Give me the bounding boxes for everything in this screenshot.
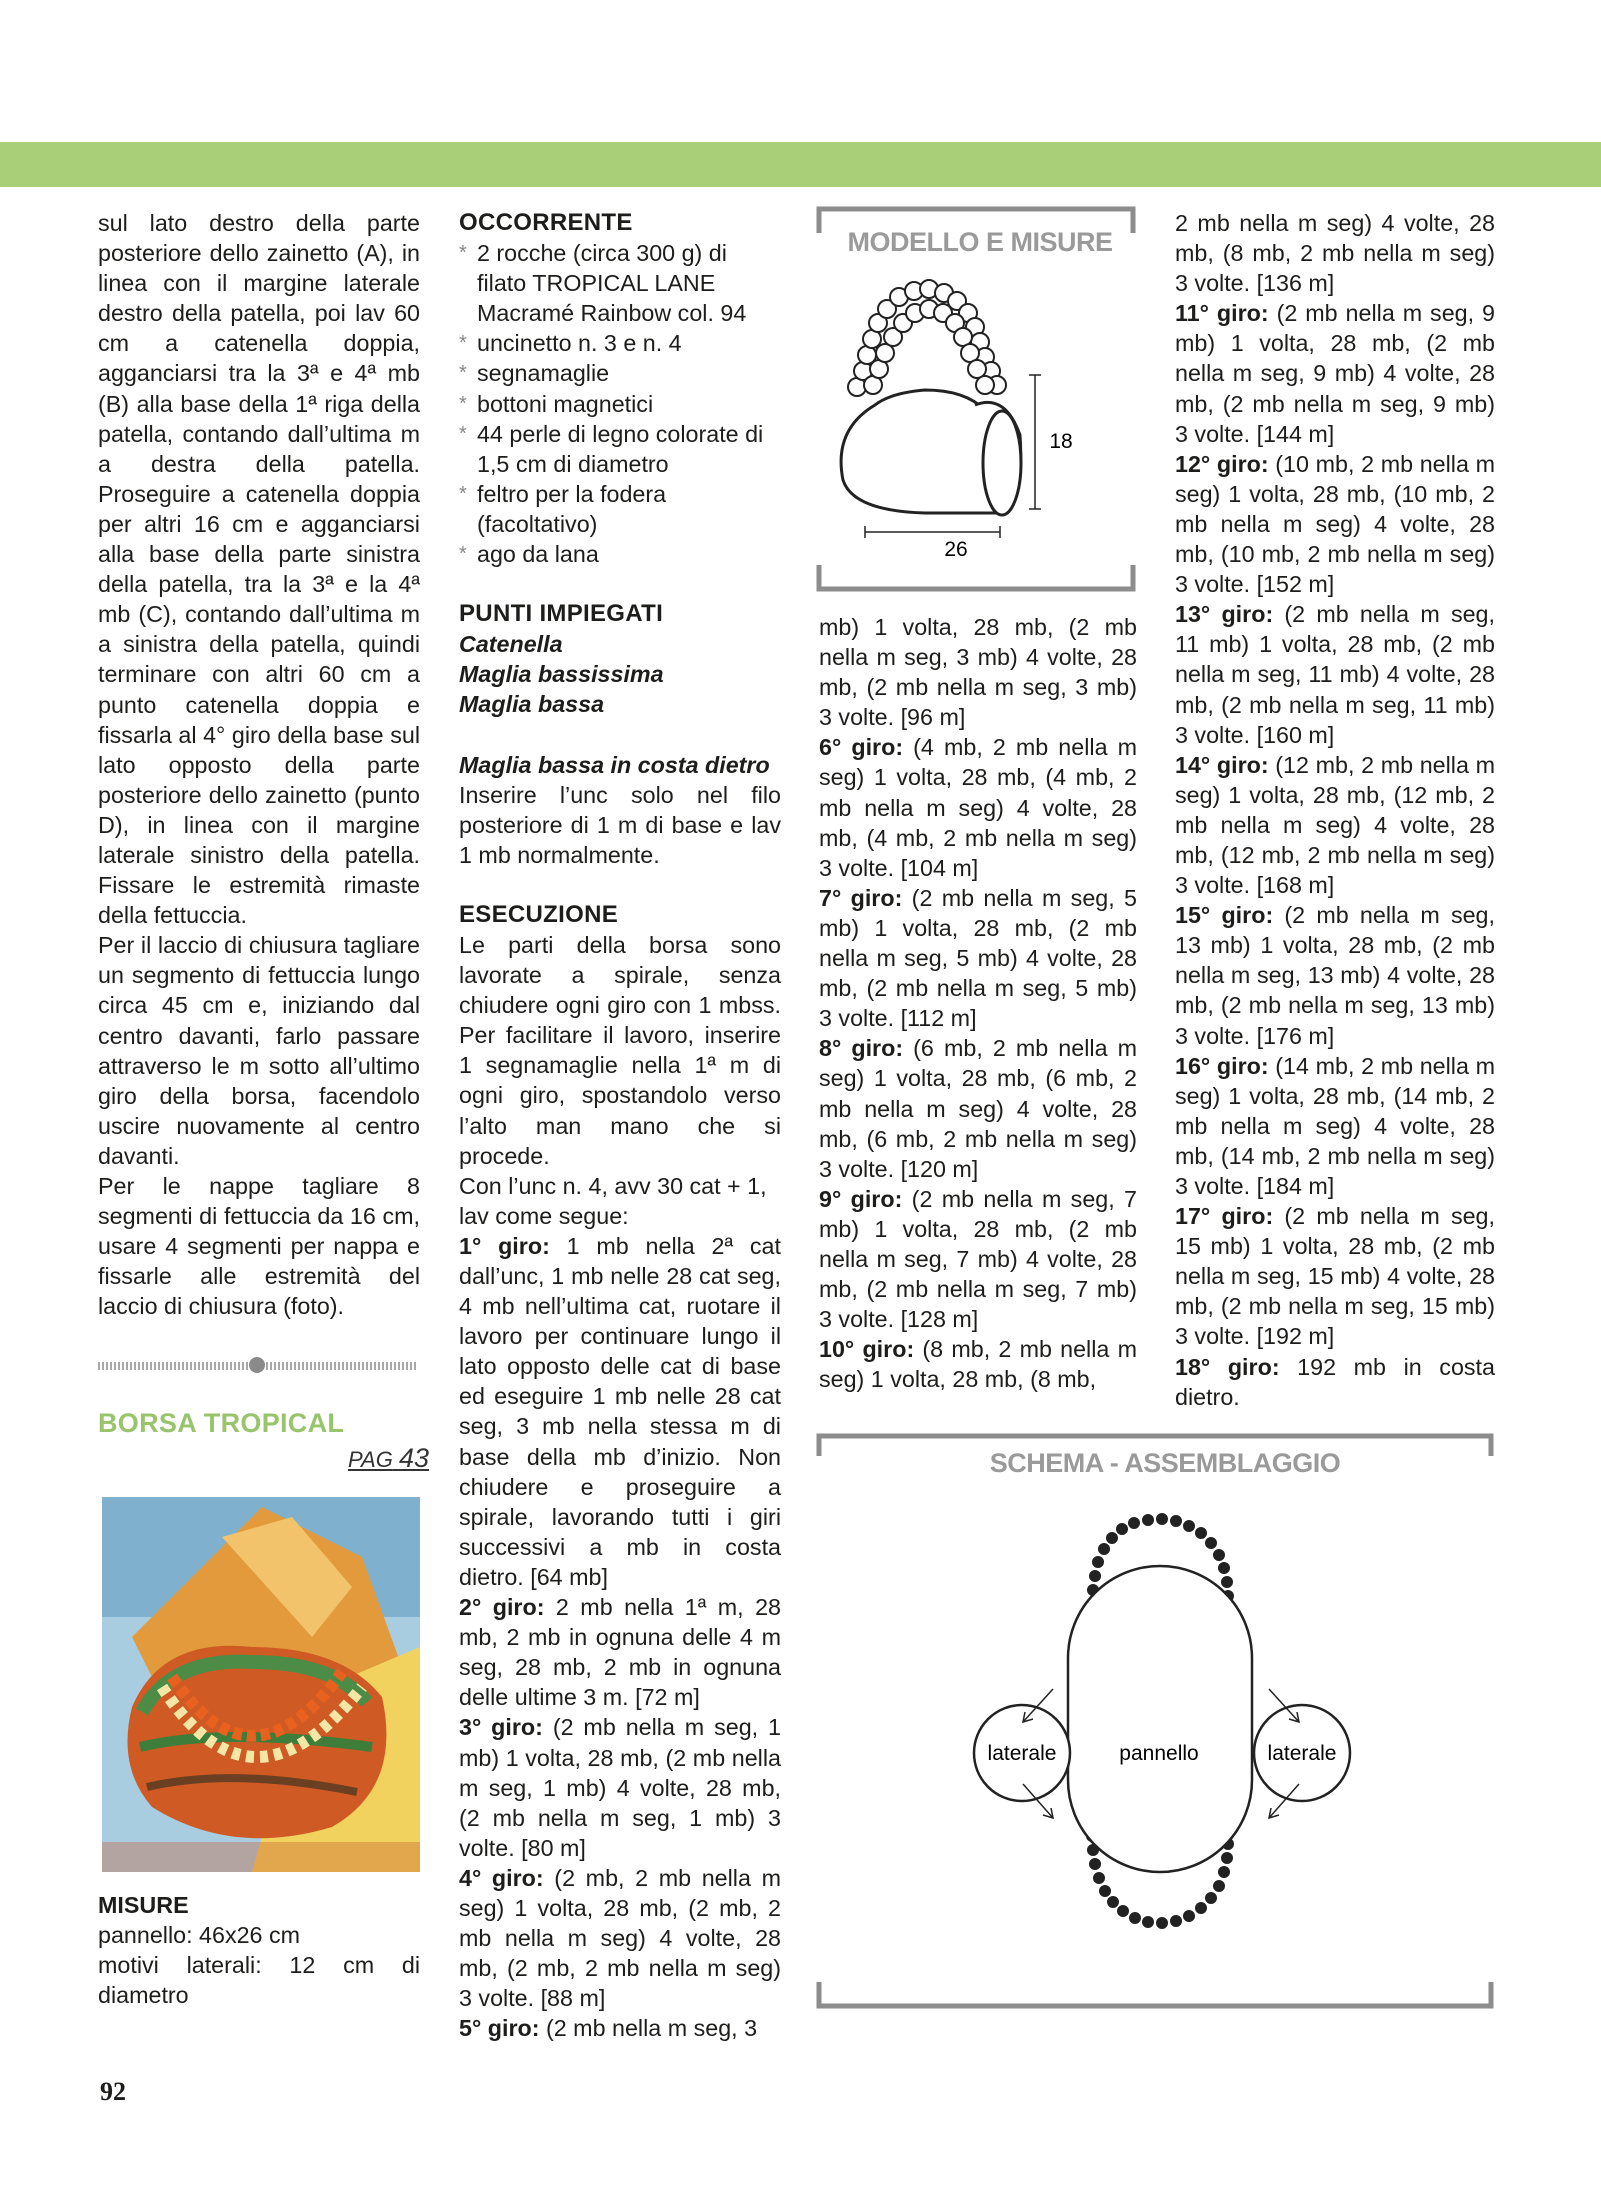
list-item: * feltro per la fodera (facoltativo) — [459, 479, 781, 539]
round-text: (14 mb, 2 mb nella m seg) 1 volta, 28 mb, (14 mb, 2 mb nella m seg) 4 volte, 28 mb, (14 mb, 2 mb nella m seg) 3 volte. [184 m] — [1175, 1052, 1495, 1199]
round-label: 5° giro: — [459, 2015, 540, 2042]
paragraph: Per le nappe tagliare 8 segmenti di fettuccia da 16 cm, usare 4 segmenti per nappa e fissarle alle estremità del laccio di chiusura (foto). — [98, 1173, 420, 1320]
stitch-name: Maglia bassa in costa dietro — [459, 751, 770, 778]
list-item: * ago da lana — [459, 539, 781, 569]
round-instruction — [1175, 298, 1495, 448]
pannello-shape — [1068, 1566, 1252, 1872]
round-label: 15° giro: — [1175, 902, 1274, 929]
round-instruction — [1175, 599, 1495, 749]
round-text: (2 mb nella m seg, 3 — [539, 2015, 758, 2042]
pannello-label: pannello — [1119, 1742, 1199, 1765]
stitch-name: Catenella — [459, 631, 563, 658]
section-divider — [98, 1357, 420, 1373]
round-label: 6° giro: — [819, 734, 904, 761]
round-instruction — [819, 883, 1137, 1033]
round-instruction — [459, 1712, 781, 1862]
round-label: 14° giro: — [1175, 751, 1269, 778]
round-text: 2 mb nella 1ª m, 28 mb, 2 mb in ognuna delle 4 m seg, 28 mb, 2 mb in ognuna delle ultime 3 m. [72 m] — [459, 1594, 781, 1711]
round-label: 12° giro: — [1175, 450, 1269, 477]
paragraph: Le parti della borsa sono lavorate a spirale, senza chiudere ogni giro con 1 mbss. Per facilitare il lavoro, inserire 1 segnamaglie nella 1ª m di ogni giro, spostandolo verso l’alto man mano che si procede. — [459, 931, 781, 1169]
laterale-right-label: laterale — [1267, 1742, 1337, 1765]
width-label: 26 — [944, 538, 968, 561]
round-instruction — [819, 1334, 1137, 1394]
misure-title: MISURE — [98, 1892, 189, 1918]
round-label: 11° giro: — [1175, 300, 1269, 327]
round-instruction — [1175, 1051, 1495, 1201]
misure-line: pannello: 46x26 cm — [98, 1922, 301, 1948]
round-instruction — [459, 1231, 781, 1592]
page-number: 92 — [100, 2077, 126, 2106]
round-label: 17° giro: — [1175, 1203, 1274, 1230]
round-instruction — [459, 1863, 781, 2013]
round-text: (2 mb, 2 mb nella m seg) 1 volta, 28 mb, (2 mb, 2 mb nella m seg) 4 volte, 28 mb, (2 mb, 2 mb nella m seg) 3 volte. [88 m] — [459, 1864, 781, 2012]
list-item: * bottoni magnetici — [459, 389, 781, 419]
paragraph: sul lato destro della parte posteriore dello zainetto (A), in linea con il margine laterale destro della patella, poi lav 60 cm a catenella doppia, agganciarsi tra la 3ª e 4ª mb (B) alla base della 1ª riga della patella, contando dall’ultima m a destra della patella. Proseguire a catenella doppia per altri 16 cm e agganciarsi alla base della parte sinistra della patella, tra la 3ª e la 4ª mb (C), contando dall’ultima m a sinistra della patella, quindi terminare con altri 60 cm a punto catenella doppia e fissarla al 4° giro della base sul lato opposto della parte posteriore dello zainetto (punto D), in linea con il margine laterale sinistro della patella. Fissare le estremità rimaste della fettuccia. — [98, 210, 420, 929]
round-instruction — [459, 1592, 781, 1712]
paragraph: Per il laccio di chiusura tagliare un segmento di fettuccia lungo circa 45 cm e, iniziando dal centro davanti, farlo passare attraverso le m sotto all’ultimo giro della borsa, facendolo uscire nuovamente al centro davanti. — [98, 932, 420, 1169]
round-label: 7° giro: — [819, 884, 903, 911]
list-item: * uncinetto n. 3 e n. 4 — [459, 328, 781, 358]
occorrente-title: OCCORRENTE — [459, 209, 633, 236]
round-instruction — [1175, 900, 1495, 1050]
round-label: 4° giro: — [459, 1864, 544, 1891]
modello-diagram — [815, 205, 1137, 593]
round-instruction — [1175, 449, 1495, 599]
round-instruction — [819, 1033, 1137, 1183]
round-instruction — [459, 2013, 781, 2043]
text-column-2 — [459, 208, 781, 2043]
round-text: (2 mb nella m seg, 1 mb) 1 volta, 28 mb, (2 mb nella m seg, 1 mb) 4 volte, 28 mb, (2 mb nella m seg, 1 mb) 3 volte. [80 m] — [459, 1714, 781, 1861]
round-label: 3° giro: — [459, 1714, 543, 1741]
bag-photo — [102, 1497, 420, 1872]
round-instruction — [819, 732, 1137, 882]
bead-handle — [848, 280, 1006, 396]
round-instruction — [1175, 1201, 1495, 1351]
paragraph: Con l’unc n. 4, avv 30 cat + 1, lav come segue: — [459, 1172, 767, 1229]
round-text: (2 mb nella m seg, 7 mb) 1 volta, 28 mb, (2 mb nella m seg, 7 mb) 4 volte, 28 mb, (2 mb nella m seg, 7 mb) 3 volte. [128 m] — [819, 1185, 1137, 1333]
misure-line: motivi laterali: 12 cm di diametro — [98, 1952, 420, 2008]
round-text: (2 mb nella m seg, 5 mb) 1 volta, 28 mb, (2 mb nella m seg, 5 mb) 4 volte, 28 mb, (2 mb nella m seg, 5 mb) 3 volte. [112 m] — [819, 884, 1137, 1032]
height-label: 18 — [1049, 430, 1073, 453]
round-text: 1 mb nella 2ª cat dall’unc, 1 mb nelle 28 cat seg, 4 mb nell’ultima cat, ruotare il lavoro per continuare lungo il lato opposto delle cat di base ed eseguire 1 mb nelle 28 cat seg, 3 mb nella stessa m di base della mb d’inizio. Non chiudere e proseguire a spirale, lavorando tutti i giri successivi a mb in costa dietro. [64 mb] — [459, 1232, 781, 1590]
list-item: * segnamaglie — [459, 358, 781, 388]
schema-title: SCHEMA - ASSEMBLAGGIO — [989, 1448, 1341, 1478]
paragraph: mb) 1 volta, 28 mb, (2 mb nella m seg, 3 mb) 4 volte, 28 mb, (2 mb nella m seg, 3 mb) 3 volte. [96 m] — [819, 614, 1137, 731]
round-text: 192 mb in costa dietro. — [1175, 1353, 1495, 1410]
round-text: (2 mb nella m seg, 13 mb) 1 volta, 28 mb, (2 mb nella m seg, 13 mb) 4 volte, 28 mb, (2 mb nella m seg, 13 mb) 3 volte. [176 m] — [1175, 902, 1495, 1049]
list-item: * 2 rocche (circa 300 g) di filato TROPICAL LANE Macramé Rainbow col. 94 — [459, 238, 781, 328]
top-color-bar — [0, 142, 1601, 187]
side-panel — [983, 411, 1021, 515]
round-label: 18° giro: — [1175, 1353, 1280, 1380]
page-ref-number: 43 — [398, 1443, 429, 1473]
round-instruction — [1175, 750, 1495, 900]
round-text: (4 mb, 2 mb nella m seg) 1 volta, 28 mb, (4 mb, 2 mb nella m seg) 4 volte, 28 mb, (4 mb, 2 mb nella m seg) 3 volte. [104 m] — [819, 734, 1137, 881]
round-label: 1° giro: — [459, 1232, 550, 1259]
round-label: 13° giro: — [1175, 601, 1274, 628]
round-text: (6 mb, 2 mb nella m seg) 1 volta, 28 mb, (6 mb, 2 mb nella m seg) 4 volte, 28 mb, (6 mb, 2 mb nella m seg) 3 volte. [120 m] — [819, 1035, 1137, 1182]
round-label: 9° giro: — [819, 1185, 903, 1212]
round-label: 10° giro: — [819, 1336, 915, 1363]
round-instruction — [819, 1184, 1137, 1334]
text-column-4 — [1175, 208, 1495, 1412]
laterale-left-label: laterale — [987, 1742, 1057, 1765]
schema-diagram — [815, 1432, 1495, 2010]
round-text: (2 mb nella m seg, 11 mb) 1 volta, 28 mb, (2 mb nella m seg, 11 mb) 4 volte, 28 mb, (2 mb nella m seg, 11 mb) 3 volte. [160 m] — [1175, 601, 1495, 748]
round-instruction — [1175, 1352, 1495, 1412]
round-text: (12 mb, 2 mb nella m seg) 1 volta, 28 mb, (12 mb, 2 mb nella m seg) 4 volte, 28 mb, (12 mb, 2 mb nella m seg) 3 volte. [168 m] — [1175, 751, 1495, 899]
misure-block — [98, 1890, 420, 2010]
punti-title: PUNTI IMPIEGATI — [459, 600, 664, 628]
round-label: 8° giro: — [819, 1035, 904, 1062]
page-ref-label: PAG — [348, 1447, 393, 1472]
round-text: (2 mb nella m seg, 9 mb) 1 volta, 28 mb, (2 mb nella m seg, 9 mb) 4 volte, 28 mb, (2 mb nella m seg, 9 mb) 3 volte. [144 m] — [1175, 300, 1495, 447]
round-text: (8 mb, 2 mb nella m seg) 1 volta, 28 mb, (8 mb, — [819, 1336, 1137, 1393]
stitch-name: Maglia bassissima — [459, 661, 664, 688]
page-reference — [348, 1443, 429, 1474]
round-label: 2° giro: — [459, 1594, 545, 1621]
round-text: (2 mb nella m seg, 15 mb) 1 volta, 28 mb, (2 mb nella m seg, 15 mb) 4 volte, 28 mb, (2 mb nella m seg, 15 mb) 3 volte. [192 m] — [1175, 1203, 1495, 1350]
round-label: 16° giro: — [1175, 1052, 1269, 1079]
section-title: BORSA TROPICAL — [98, 1408, 345, 1438]
esecuzione-title: ESECUZIONE — [459, 900, 619, 928]
text-column-3 — [819, 612, 1137, 1394]
round-text: (10 mb, 2 mb nella m seg) 1 volta, 28 mb, (10 mb, 2 mb nella m seg) 4 volte, 28 mb, (10 mb, 2 mb nella m seg) 3 volte. [152 m] — [1175, 450, 1495, 598]
paragraph: 2 mb nella m seg) 4 volte, 28 mb, (8 mb, 2 mb nella m seg) 3 volte. [136 m] — [1175, 210, 1495, 297]
list-item: * 44 perle di legno colorate di 1,5 cm di diametro — [459, 419, 781, 479]
modello-title: MODELLO E MISURE — [847, 227, 1113, 257]
text-column-1 — [98, 208, 420, 1321]
stitch-description: Inserire l’unc solo nel filo posteriore di 1 m di base e lav 1 mb normalmente. — [459, 781, 781, 868]
stitch-name: Maglia bassa — [459, 691, 605, 718]
